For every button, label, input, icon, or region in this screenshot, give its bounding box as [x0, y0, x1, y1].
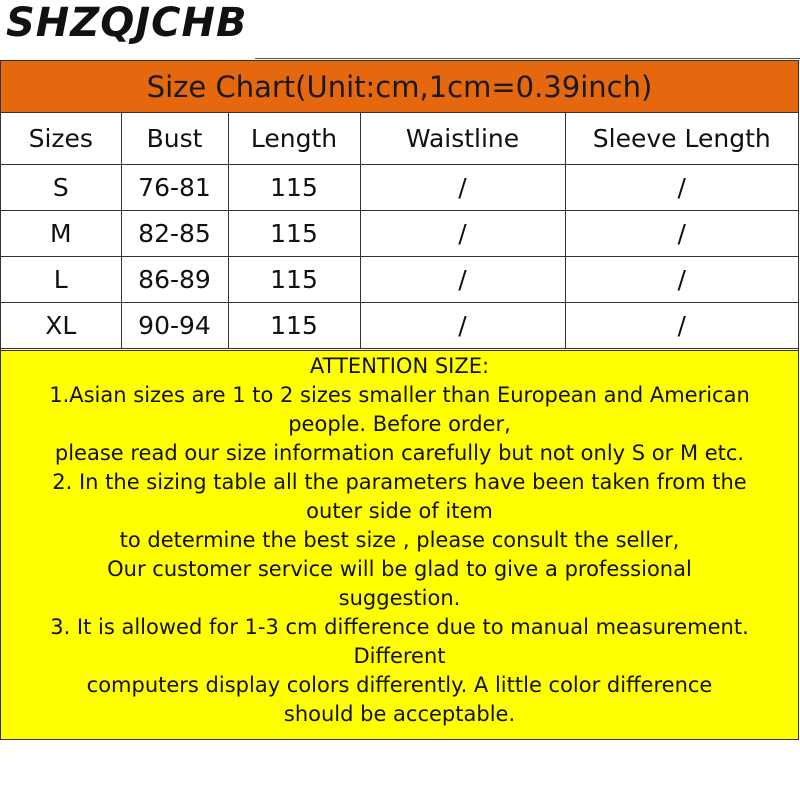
cell-length: 115 — [228, 303, 360, 349]
header-bust: Bust — [121, 113, 228, 165]
notes-heading: ATTENTION SIZE: — [309, 354, 490, 378]
notes-line: suggestion. — [338, 586, 461, 610]
table-row — [1, 211, 798, 257]
table-row — [1, 257, 798, 303]
brand-logo: SHZQJCHB — [6, 0, 248, 46]
cell-sleeve-length: / — [565, 211, 798, 257]
cell-sleeve-length: / — [565, 257, 798, 303]
chart-title: Size Chart(Unit:cm,1cm=0.39inch) — [1, 61, 798, 113]
cell-size: M — [1, 211, 121, 257]
notes-line: Different — [353, 644, 446, 668]
cell-waistline: / — [360, 211, 565, 257]
cell-length: 115 — [228, 211, 360, 257]
attention-notes — [1, 350, 798, 739]
notes-line: people. Before order, — [288, 412, 511, 436]
cell-waistline: / — [360, 257, 565, 303]
notes-line: computers display colors differently. A little color difference — [86, 673, 713, 697]
notes-line: outer side of item — [306, 499, 493, 523]
cell-size: S — [1, 165, 121, 211]
notes-line: 2. In the sizing table all the parameters have been taken from the — [52, 470, 747, 494]
cell-sleeve-length: / — [565, 165, 798, 211]
cell-waistline: / — [360, 303, 565, 349]
size-chart — [0, 60, 799, 740]
size-table — [1, 113, 798, 349]
notes-line: 1.Asian sizes are 1 to 2 sizes smaller than European and American — [49, 383, 750, 407]
notes-line: Our customer service will be glad to give a professional — [107, 557, 692, 581]
cell-bust: 76-81 — [121, 165, 228, 211]
cell-sleeve-length: / — [565, 303, 798, 349]
table-row — [1, 303, 798, 349]
cell-bust: 90-94 — [121, 303, 228, 349]
cell-bust: 86-89 — [121, 257, 228, 303]
cell-length: 115 — [228, 257, 360, 303]
divider — [255, 58, 800, 59]
notes-line: should be acceptable. — [283, 702, 516, 726]
header-sleeve-length: Sleeve Length — [565, 113, 798, 165]
cell-size: XL — [1, 303, 121, 349]
cell-waistline: / — [360, 165, 565, 211]
notes-line: 3. It is allowed for 1-3 cm difference due to manual measurement. — [50, 615, 749, 639]
cell-length: 115 — [228, 165, 360, 211]
header-sizes: Sizes — [1, 113, 121, 165]
notes-line: please read our size information carefully but not only S or M etc. — [54, 441, 745, 465]
cell-bust: 82-85 — [121, 211, 228, 257]
table-row — [1, 165, 798, 211]
table-header-row — [1, 113, 798, 165]
header-waistline: Waistline — [360, 113, 565, 165]
notes-line: to determine the best size , please consult the seller, — [119, 528, 680, 552]
header-length: Length — [228, 113, 360, 165]
cell-size: L — [1, 257, 121, 303]
